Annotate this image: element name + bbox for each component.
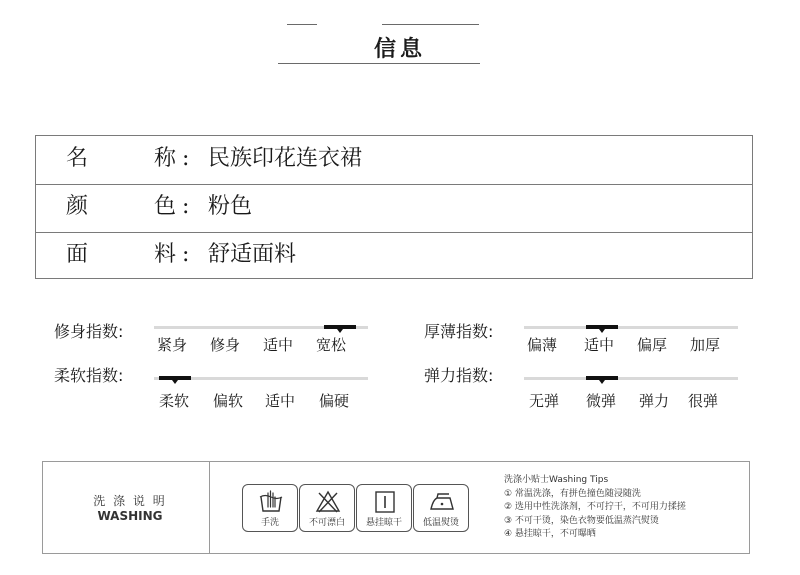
no-bleach-icon [299,484,355,532]
softness-index-label: 柔软指数: [54,366,124,385]
fit-index-label: 修身指数: [54,322,124,341]
softness-index-marker [159,376,191,380]
hand-wash-icon [242,484,298,532]
info-colon: : [182,146,190,171]
washing-tips-title: 洗涤小贴士Washing Tips [504,475,609,485]
no-bleach-caption: 不可漂白 [308,518,345,528]
thickness-option: 偏薄 [526,336,557,354]
elastic-index-track [524,377,738,380]
low-temp-iron-caption: 低温熨烫 [422,518,459,528]
info-key-char2: 称 [154,146,177,171]
header-line-left [287,24,317,25]
product-info-table [35,135,753,279]
header-line-right [382,24,479,25]
header-line-bottom [278,63,480,64]
washing-title-en: WASHING [97,509,163,523]
thickness-option: 加厚 [689,336,720,354]
fit-option: 修身 [209,336,240,354]
info-row-fabric [36,232,752,280]
fit-option: 适中 [262,336,293,354]
info-key-char2: 料 [154,242,177,267]
thickness-option: 适中 [583,336,614,354]
washing-tip-item: ③ 不可干烫，染色衣物要低温蒸汽熨烫 [504,515,659,526]
hang-dry-caption: 悬挂晾干 [365,518,402,528]
thickness-index-label: 厚薄指数: [424,322,494,341]
elastic-option: 很弹 [687,392,718,410]
softness-option: 柔软 [158,392,189,410]
info-value: 舒适面料 [208,242,297,267]
hang-dry-icon [356,484,412,532]
washing-tip-item: ② 选用中性洗涤剂，不可拧干，不可用力揉搓 [504,502,686,512]
softness-option: 偏软 [212,392,243,410]
softness-option: 偏硬 [318,392,349,410]
washing-tip-item: ④ 悬挂晾干，不可曝晒 [504,529,596,539]
info-value: 民族印花连衣裙 [208,146,363,171]
elastic-option: 微弹 [585,392,616,410]
info-key-char1: 颜 [66,194,89,219]
section-title: 信息 [373,36,426,62]
info-value: 粉色 [208,194,253,219]
fit-index-marker [324,325,356,329]
softness-option: 适中 [264,392,295,410]
info-key-char1: 名 [66,146,89,171]
washing-title-cn: 洗 涤 说 明 [93,494,167,508]
info-key-char2: 色 [154,194,177,219]
elastic-option: 弹力 [638,392,669,410]
washing-tips [504,474,686,542]
info-key-char1: 面 [66,242,89,267]
elastic-option: 无弹 [528,392,559,410]
fit-option: 宽松 [315,336,346,354]
thickness-index-marker [586,325,618,329]
fit-option: 紧身 [156,336,187,354]
washing-divider [209,461,210,554]
elastic-index-label: 弹力指数: [424,366,494,385]
hand-wash-caption: 手洗 [260,518,279,528]
info-colon: : [182,194,190,219]
washing-tip-item: ① 常温洗涤，有拼色撞色随浸随洗 [504,488,641,499]
info-colon: : [182,242,190,267]
elastic-index-marker [586,376,618,380]
info-row-color [36,184,752,233]
info-row-name [36,136,752,185]
thickness-option: 偏厚 [636,336,667,354]
low-temp-iron-icon [413,484,469,532]
thickness-index-track [524,326,738,329]
